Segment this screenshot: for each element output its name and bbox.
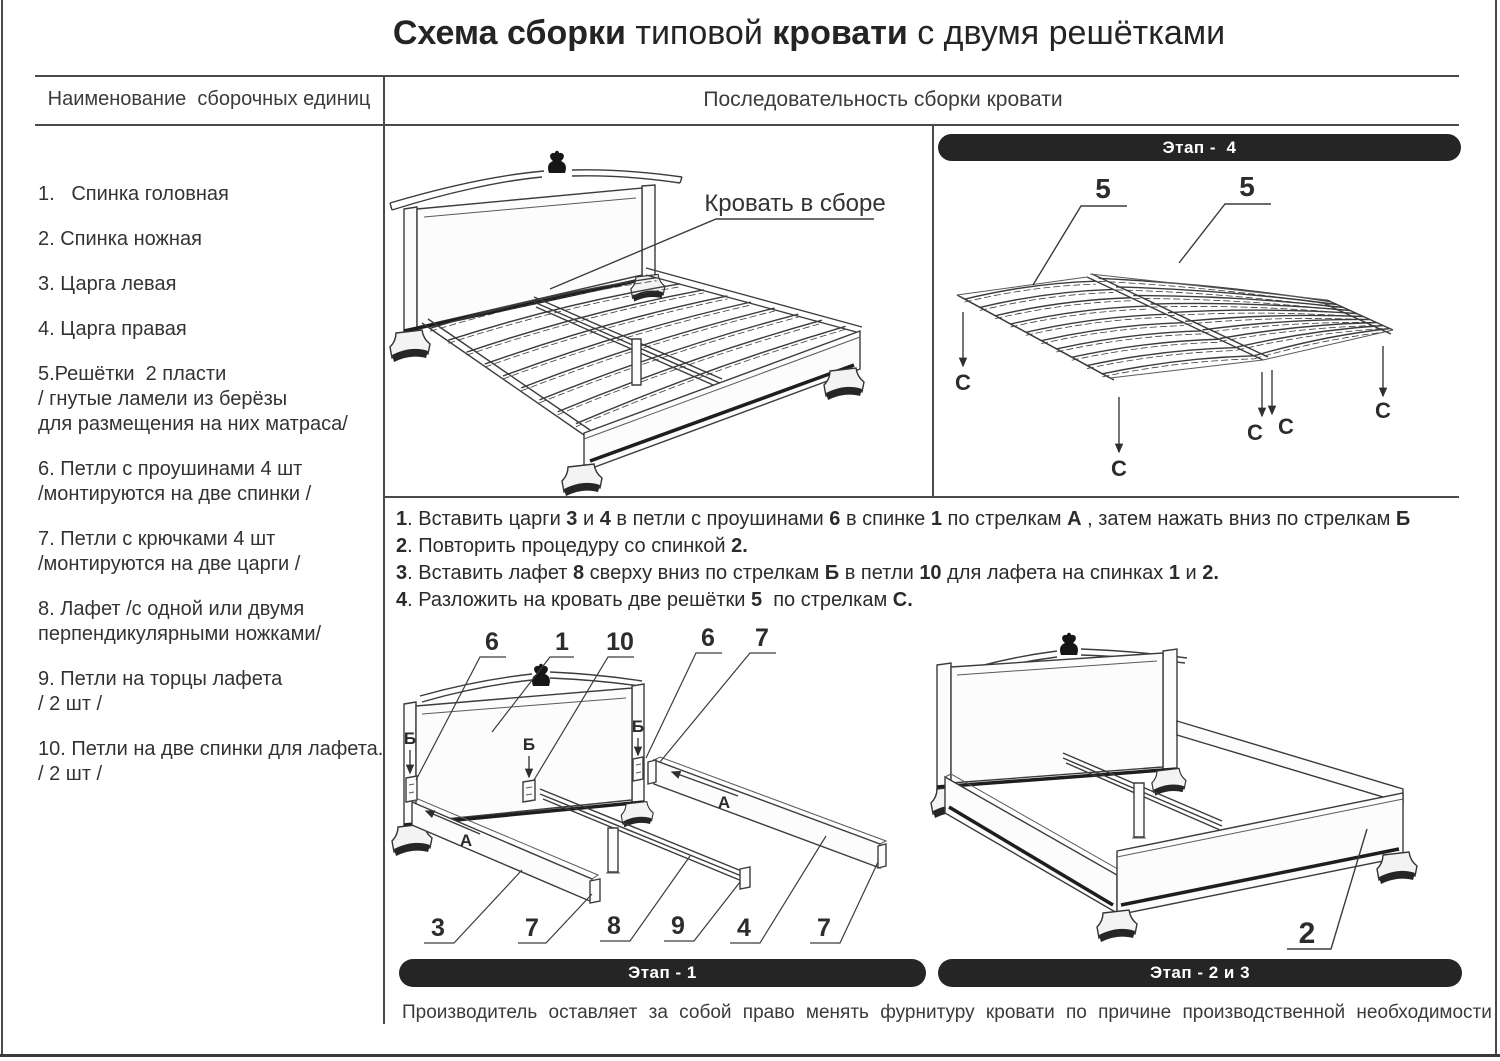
page-title: Схема сборки типовой кровати с двумя решётками (392, 14, 1226, 52)
parts-list-line: 6. Петли с проушинами 4 шт (38, 458, 303, 480)
assembly-instructions (396, 506, 1471, 614)
stage-2-3-diagram (935, 625, 1495, 955)
parts-list-line: / 2 шт / (38, 763, 103, 785)
arrow-label-c: С (1247, 420, 1263, 445)
footboard (1097, 793, 1417, 942)
parts-list-item (38, 272, 383, 297)
headboard-ornament (548, 151, 566, 173)
part-label: 7 (817, 914, 831, 942)
page-border-left (1, 0, 3, 1056)
lafet-leg (608, 828, 618, 872)
divider-under-title (35, 75, 1459, 77)
parts-list-item (38, 227, 383, 252)
parts-list-item (38, 527, 383, 577)
part-label: 6 (485, 628, 499, 656)
arrow-label-c: С (1278, 414, 1294, 439)
stage-2-3-badge: Этап - 2 и 3 (938, 959, 1462, 987)
arrow-label-c: С (1375, 398, 1391, 423)
arrow-c-group (955, 312, 1391, 481)
stage-4-diagram (935, 164, 1500, 497)
arrow-label-a: А (717, 793, 731, 812)
parts-list-line: 9. Петли на торцы лафета (38, 668, 283, 690)
lafet-leg (632, 339, 641, 385)
lafet-beam (534, 297, 722, 388)
stage-1-badge: Этап - 1 (399, 959, 926, 987)
parts-list-line: 4. Царга правая (38, 318, 187, 340)
parts-list-line: /монтируются на две царги / (38, 553, 301, 575)
footboard-right-foot (824, 368, 864, 400)
parts-list-line: 5.Решётки 2 пласти (38, 363, 227, 385)
parts-list-item (38, 457, 383, 507)
page-border-bottom (0, 1054, 1500, 1057)
parts-list-line: / гнутые ламели из берёзы (38, 388, 288, 410)
part-label: 8 (607, 912, 621, 940)
part-label: 6 (701, 624, 715, 652)
instruction-line: 3. Вставить лафет 8 сверху вниз по стрелкам Б в петли 10 для лафета на спинках 1 и 2. (396, 562, 1219, 584)
slat-line (1254, 329, 1389, 356)
parts-list-item (38, 317, 383, 342)
parts-list-line: перпендикулярными ножками/ (38, 623, 322, 645)
footboard-left-foot (1097, 910, 1137, 942)
divider-under-headers (35, 124, 1459, 126)
right-column-header: Последовательность сборки кровати (703, 88, 1063, 111)
left-column-header: Наименование сборочных единиц (47, 88, 371, 110)
parts-list-item (38, 737, 383, 787)
parts-list-item (38, 667, 383, 717)
parts-list-item (38, 597, 383, 647)
slat-line (965, 281, 1096, 299)
assembled-bed-label: Кровать в сборе (704, 190, 886, 217)
instruction-line: 2. Повторить процедуру со спинкой 2. (396, 535, 748, 557)
parts-list-line: 1. Спинка головная (38, 183, 229, 205)
right-tsarga-rail (648, 757, 886, 868)
part-5-callouts (1033, 171, 1271, 285)
parts-list-line: / 2 шт / (38, 693, 103, 715)
parts-list-line: 2. Спинка ножная (38, 228, 202, 250)
part-label: 1 (555, 628, 569, 656)
footboard-left-foot (562, 464, 602, 496)
parts-list-item (38, 362, 383, 437)
arrow-label-a: А (459, 831, 473, 850)
arrow-label-b: Б (631, 717, 645, 736)
arrow-label-c: С (955, 370, 971, 395)
manufacturer-note: Производитель оставляет за собой право менять фурнитуру кровати по причине производственной необходимости (402, 1002, 1492, 1023)
parts-list-line: 8. Лафет /с одной или двумя (38, 598, 305, 620)
parts-list-line: /монтируются на две спинки / (38, 483, 312, 505)
page-border-right (1495, 0, 1497, 1056)
arrow-label-c: С (1111, 456, 1127, 481)
headboard-left-foot (390, 330, 430, 362)
slat-grid-right (1090, 274, 1393, 360)
stage-4-badge: Этап - 4 (938, 134, 1461, 161)
footboard-right-foot (1377, 852, 1417, 884)
parts-list (38, 182, 383, 807)
headboard-right-foot (1152, 768, 1186, 795)
arrow-label-b: Б (522, 735, 536, 754)
part-label: 9 (671, 912, 685, 940)
lafet-leg (1134, 783, 1144, 837)
part-label-5: 5 (1239, 171, 1255, 202)
parts-list-line: 7. Петли с крючками 4 шт (38, 528, 276, 550)
headboard-ornament (1060, 633, 1078, 655)
stage-1-diagram (392, 622, 932, 958)
part-label: 7 (525, 914, 539, 942)
part-label: 4 (737, 914, 751, 942)
assembled-bed-diagram (384, 127, 931, 495)
parts-list-line: 3. Царга левая (38, 273, 177, 295)
parts-list-line: для размещения на них матраса/ (38, 413, 348, 435)
part-label: 7 (755, 624, 769, 652)
part-label: 3 (431, 914, 445, 942)
top-panels-divider-vertical (932, 124, 934, 498)
part-label: 10 (606, 628, 634, 656)
headboard-ornament (532, 664, 550, 686)
part-label-2: 2 (1298, 917, 1316, 950)
parts-list-line: 10. Петли на две спинки для лафета. (38, 738, 384, 760)
part-label-5: 5 (1095, 173, 1111, 204)
instruction-line: 4. Разложить на кровать две решётки 5 по стрелкам С. (396, 589, 913, 611)
arrow-label-b: Б (403, 729, 417, 748)
instruction-line: 1. Вставить царги 3 и 4 в петли с проушинами 6 в спинке 1 по стрелкам А , затем нажать вниз по стрелкам Б (396, 508, 1411, 530)
parts-list-item (38, 182, 383, 207)
